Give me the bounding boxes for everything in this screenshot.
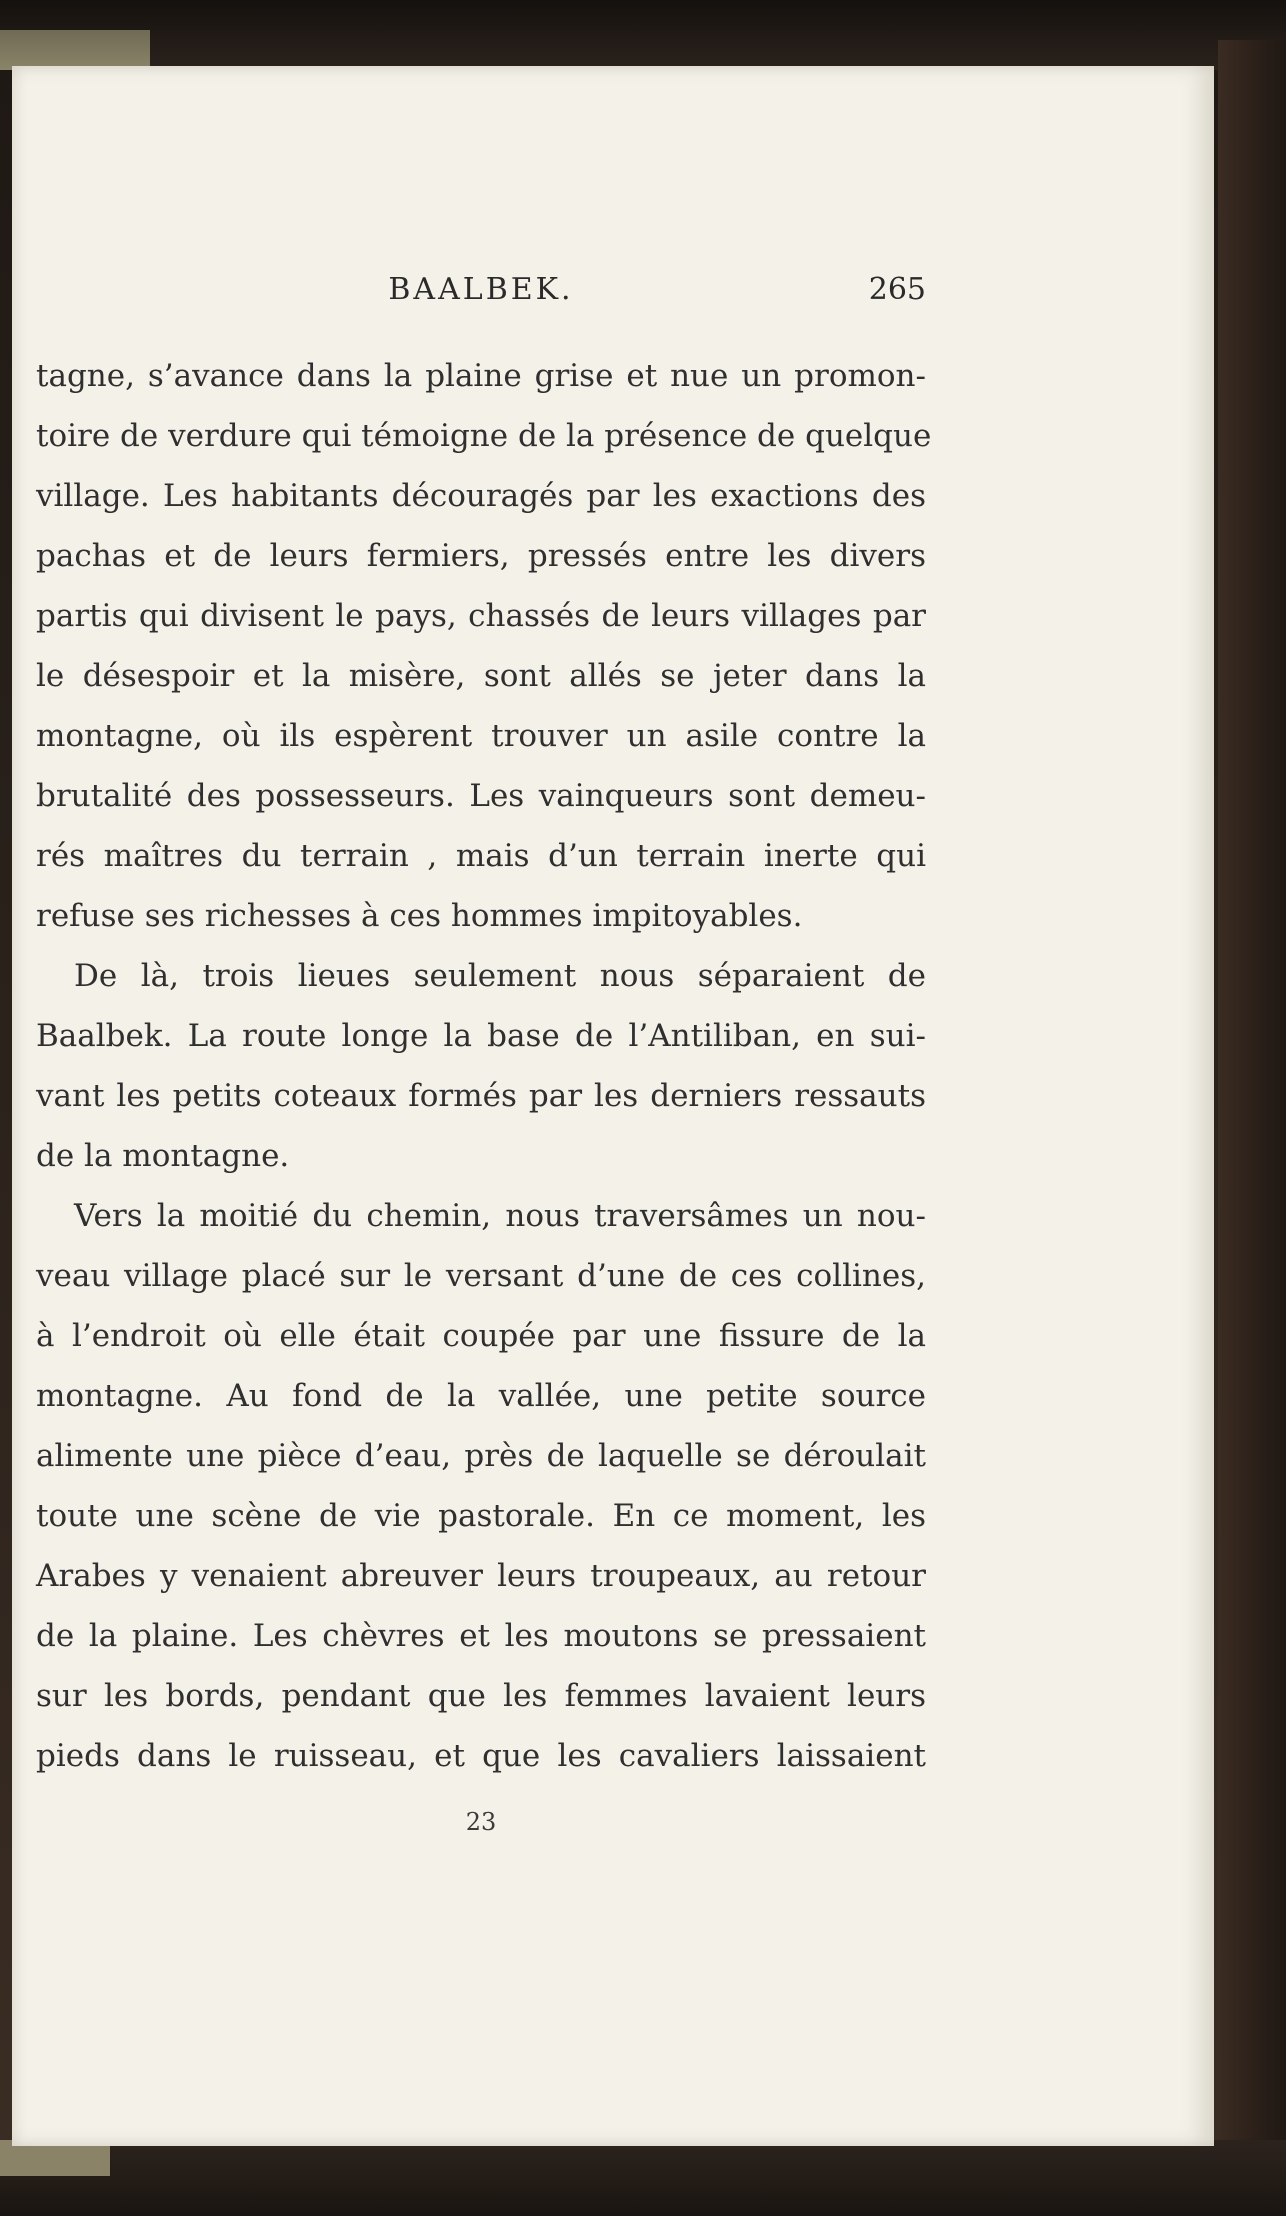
text-line: Vers la moitié du chemin, nous traversâmes un nou- bbox=[74, 1198, 926, 1234]
text-line: le désespoir et la misère, sont allés se jeter dans la bbox=[36, 658, 926, 694]
text-line: rés maîtres du terrain , mais d’un terrain inerte qui bbox=[36, 838, 926, 874]
text-line: de la montagne. bbox=[36, 1138, 290, 1174]
bottom-background-strip bbox=[0, 2140, 1286, 2216]
text-line: village. Les habitants découragés par les exactions des bbox=[36, 478, 926, 514]
top-background-strip bbox=[0, 0, 1286, 70]
text-line: Baalbek. La route longe la base de l’Antiliban, en sui- bbox=[36, 1018, 926, 1054]
body-text bbox=[36, 346, 932, 1786]
text-line: partis qui divisent le pays, chassés de leurs villages par bbox=[36, 598, 926, 634]
page-number: 265 bbox=[868, 272, 926, 307]
text-line: sur les bords, pendant que les femmes lavaient leurs bbox=[36, 1678, 926, 1714]
text-line: toire de verdure qui témoigne de la présence de quelque bbox=[36, 418, 932, 454]
text-line: brutalité des possesseurs. Les vainqueurs sont demeu- bbox=[36, 778, 926, 814]
text-line: toute une scène de vie pastorale. En ce moment, les bbox=[36, 1498, 926, 1534]
text-line: de la plaine. Les chèvres et les moutons se pressaient bbox=[36, 1618, 926, 1654]
text-line: tagne, s’avance dans la plaine grise et nue un promon- bbox=[36, 358, 926, 394]
text-line: montagne, où ils espèrent trouver un asile contre la bbox=[36, 718, 926, 754]
signature-mark: 23 bbox=[465, 1808, 497, 1836]
running-title: BAALBEK. bbox=[388, 272, 574, 307]
text-line: veau village placé sur le versant d’une de ces collines, bbox=[36, 1258, 926, 1294]
top-left-paper-tab bbox=[0, 30, 150, 70]
text-line: vant les petits coteaux formés par les derniers ressauts bbox=[36, 1078, 926, 1114]
text-line: pieds dans le ruisseau, et que les cavaliers laissaient bbox=[36, 1738, 926, 1774]
text-line: refuse ses richesses à ces hommes impitoyables. bbox=[36, 898, 803, 934]
text-line: Arabes y venaient abreuver leurs troupeaux, au retour bbox=[36, 1558, 926, 1594]
book-spine-edge bbox=[1218, 40, 1286, 2216]
text-line: montagne. Au fond de la vallée, une petite source bbox=[36, 1378, 926, 1414]
text-line: De là, trois lieues seulement nous séparaient de bbox=[74, 958, 926, 994]
text-line: pachas et de leurs fermiers, pressés entre les divers bbox=[36, 538, 926, 574]
page-header bbox=[36, 272, 926, 312]
text-line: à l’endroit où elle était coupée par une fissure de la bbox=[36, 1318, 926, 1354]
text-line: alimente une pièce d’eau, près de laquelle se déroulait bbox=[36, 1438, 926, 1474]
